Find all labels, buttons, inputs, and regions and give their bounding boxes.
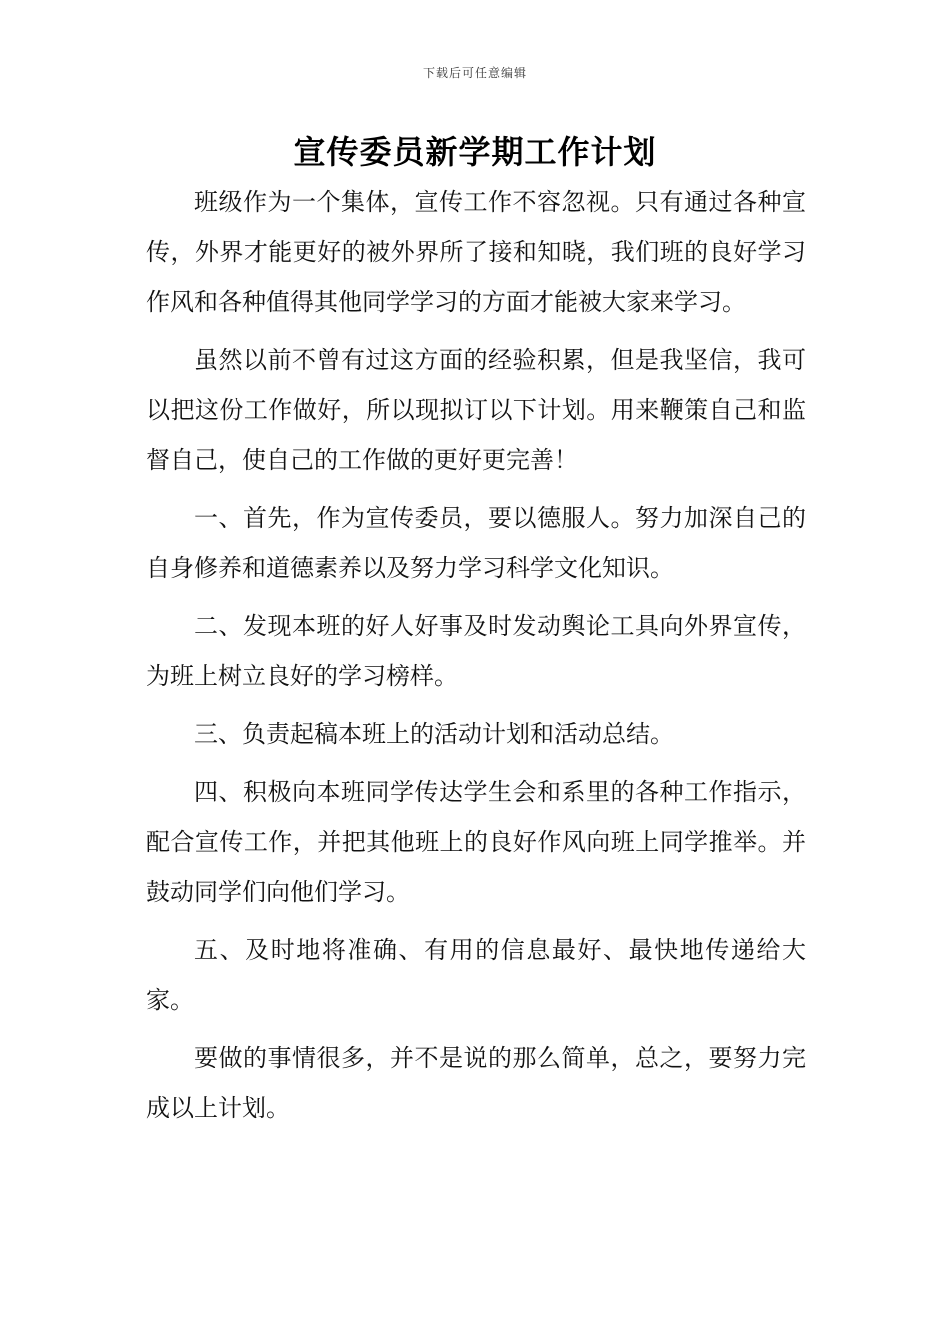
paragraph-conclusion: 要做的事情很多，并不是说的那么简单，总之，要努力完成以上计划。 xyxy=(146,1044,806,1122)
paragraph-item-1: 一、首先，作为宣传委员，要以德服人。努力加深自己的自身修养和道德素养以及努力学习科学文化知识。 xyxy=(146,504,806,582)
paragraph-item-4: 四、积极向本班同学传达学生会和系里的各种工作指示，配合宣传工作，并把其他班上的良好作风向班上同学推举。并鼓动同学们向他们学习。 xyxy=(146,778,806,906)
paragraph-item-3: 三、负责起稿本班上的活动计划和活动总结。 xyxy=(194,720,674,748)
document-body xyxy=(146,177,806,1133)
document-title: 宣传委员新学期工作计划 xyxy=(293,133,657,171)
paragraph-belief: 虽然以前不曾有过这方面的经验积累，但是我坚信，我可以把这份工作做好，所以现拟订以下计划。用来鞭策自己和监督自己，使自己的工作做的更好更完善！ xyxy=(146,346,806,474)
header-note: 下载后可任意编辑 xyxy=(422,66,527,80)
paragraph-item-2: 二、发现本班的好人好事及时发动舆论工具向外界宣传，为班上树立良好的学习榜样。 xyxy=(146,612,806,690)
paragraph-item-5: 五、及时地将准确、有用的信息最好、最快地传递给大家。 xyxy=(146,936,806,1014)
paragraph-intro: 班级作为一个集体，宣传工作不容忽视。只有通过各种宣传，外界才能更好的被外界所了接和知晓，我们班的良好学习作风和各种值得其他同学学习的方面才能被大家来学习。 xyxy=(146,188,806,316)
